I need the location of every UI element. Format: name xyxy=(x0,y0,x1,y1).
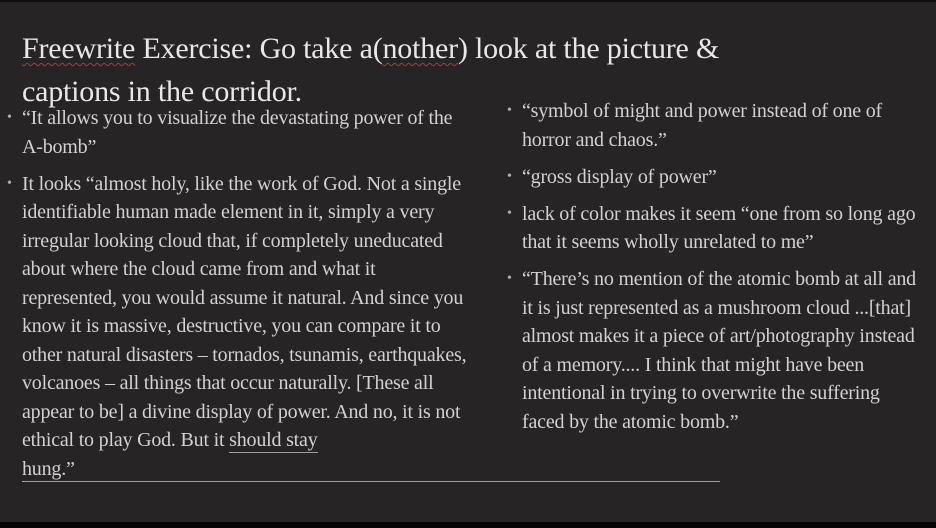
list-item xyxy=(507,163,918,192)
list-item xyxy=(7,104,474,161)
bullet-text: “There’s no mention of the atomic bomb at all and it is just represented as a mushroom cloud ...[that] almost makes it a piece of art/photography instead of a memory.... I think that might have been intentional in trying to overwrite the suffering faced by the atomic bomb.” xyxy=(522,268,916,433)
bullet-text: It looks “almost holy, like the work of God. Not a single identifiable human made element in it, simply a very irregular looking cloud that, if completely uneducated about where the cloud came from and what it represented, you would assume it natural. And since you know it is massive, destructive, you can compare it to other natural disasters – tornados, tsunamis, earthquakes, volcanoes – all things that occur naturally. [These all appear to be] a divine display of power. And no, it is not ethical to play God. But it xyxy=(22,172,467,451)
right-bullet-list xyxy=(507,97,918,436)
title-misspelled-word-nother: nother xyxy=(382,32,458,66)
bullet-icon: • xyxy=(7,110,12,125)
left-text-column xyxy=(7,104,474,483)
bullet-icon: • xyxy=(507,168,512,184)
list-item xyxy=(507,265,918,436)
bullet-icon: • xyxy=(507,103,512,118)
list-item xyxy=(7,170,474,484)
bullet-icon: • xyxy=(507,271,512,286)
bullet-text: “symbol of might and power instead of one of horror and chaos.” xyxy=(522,100,883,151)
bullet-text: lack of color makes it seem “one from so long ago that it seems wholly unrelated to me” xyxy=(522,202,916,253)
bullet-icon: • xyxy=(7,175,12,191)
top-letterbox-bar xyxy=(0,0,936,2)
title-misspelled-word-freewrite: Freewrite xyxy=(22,32,136,66)
underlined-phrase-with-rule: should stay hung.” xyxy=(22,429,720,482)
list-item xyxy=(507,200,918,257)
title-text-segment: Exercise: Go take a( xyxy=(135,32,383,66)
bullet-icon: • xyxy=(507,205,512,221)
left-bullet-list xyxy=(7,104,474,483)
list-item xyxy=(507,97,918,154)
bottom-letterbox-bar xyxy=(0,522,936,528)
right-text-column xyxy=(507,97,918,436)
bullet-text: “It allows you to visualize the devastating power of the A-bomb” xyxy=(22,107,453,158)
title-text-segment: ) look at the picture & xyxy=(457,32,720,66)
title-line-2: captions in the corridor. xyxy=(22,75,302,109)
bullet-text: “gross display of power” xyxy=(522,165,717,188)
